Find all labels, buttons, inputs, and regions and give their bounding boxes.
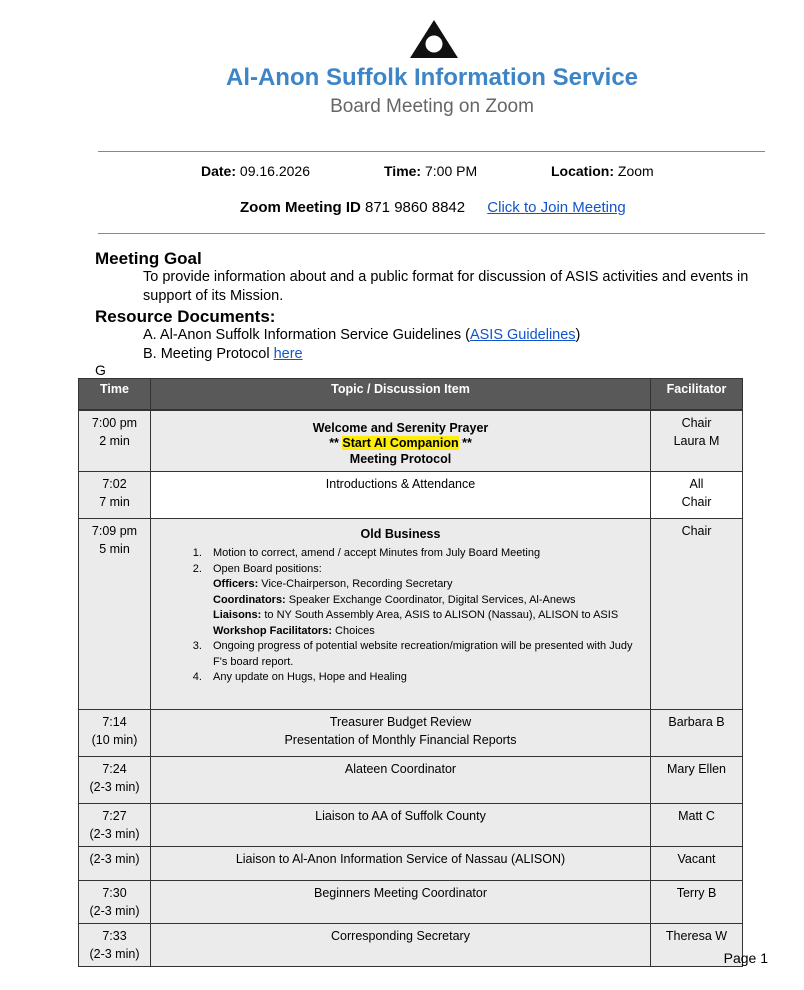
stray-character: G: [95, 362, 106, 378]
location-field: Location: Zoom: [551, 163, 654, 179]
meeting-goal-heading: Meeting Goal: [95, 249, 202, 268]
table-row: 7:24 (2-3 min) Alateen Coordinator Mary Ellen: [79, 757, 743, 804]
column-header-facilitator: Facilitator: [651, 379, 743, 410]
meeting-goal-text: To provide information about and a public format for discussion of ASIS activities and events in support of its Mission.: [143, 269, 749, 304]
column-header-time: Time: [79, 379, 151, 410]
table-row: 7:27 (2-3 min) Liaison to AA of Suffolk County Matt C: [79, 804, 743, 847]
column-header-topic: Topic / Discussion Item: [151, 379, 651, 410]
zoom-id: 871 9860 8842: [365, 199, 466, 216]
date-field: Date: 09.16.2026: [201, 163, 310, 179]
table-row: 7:14 (10 min) Treasurer Budget Review Presentation of Monthly Financial Reports Barbara B: [79, 710, 743, 757]
zoom-label: Zoom Meeting ID: [240, 199, 361, 216]
list-item: 2. Open Board positions: Officers: Vice-Chairperson, Recording Secretary Coordinators: Speaker Exchange Coordinator, Digital Services, Al-Anews Liaisons: to NY South Assembly Area, ASIS to ALISON (Nassau), ALISON to ASIS Workshop Facilitators: Choices: [205, 562, 646, 640]
old-business-title: Old Business: [360, 527, 441, 541]
old-business-list: [205, 546, 646, 686]
time-field: Time: 7:00 PM: [384, 163, 478, 179]
asis-guidelines-link[interactable]: ASIS Guidelines: [469, 327, 576, 343]
divider: [98, 151, 765, 152]
table-header-row: [79, 379, 743, 410]
document-title: Al-Anon Suffolk Information Service: [225, 64, 639, 91]
list-item: 3. Ongoing progress of potential website recreation/migration will be presented with Judy F's board report.: [205, 639, 646, 670]
agenda-table: [78, 378, 743, 967]
zoom-info: [240, 199, 626, 216]
list-item: 4. Any update on Hugs, Hope and Healing: [205, 670, 646, 686]
divider: [98, 233, 765, 234]
table-row: 7:00 pm 2 min Welcome and Serenity Prayer ** Start AI Companion ** Meeting Protocol Chair Laura M: [79, 410, 743, 472]
resource-item-b: B. Meeting Protocol here: [143, 346, 303, 362]
table-row: 7:09 pm 5 min Old Business 1. Motion to correct, amend / accept Minutes from July Board Meeting 2. Open Board positions: Officers: Vice-Chairperson, Recording Secretary Coordinators: Speaker Exchange Coordinator, Digital Services, Al-Anews Liaisons: to NY South Assembly Area, ASIS to ALISON (Nassau), ALISON to ASIS Workshop Facilitators: Choices 3. Ongoing progress of potential website recreation/migration will be presented with Judy F's board report. 4. Any update on Hugs, Hope and Healing Chair: [79, 519, 743, 710]
join-meeting-link[interactable]: Click to Join Meeting: [487, 199, 626, 216]
resource-documents-heading: Resource Documents:: [95, 307, 276, 326]
table-row: (2-3 min) Liaison to Al-Anon Information Service of Nassau (ALISON) Vacant: [79, 847, 743, 881]
meeting-protocol-link[interactable]: here: [273, 346, 303, 362]
highlighted-text: Start AI Companion: [342, 436, 459, 450]
table-row: 7:33 (2-3 min) Corresponding Secretary Theresa W: [79, 924, 743, 967]
document-subtitle: Board Meeting on Zoom: [330, 96, 534, 117]
list-item: 1. Motion to correct, amend / accept Minutes from July Board Meeting: [205, 546, 646, 562]
table-row: 7:02 7 min Introductions & Attendance All Chair: [79, 472, 743, 519]
triangle-circle-logo: [408, 18, 460, 60]
page-number: Page 1: [723, 950, 768, 966]
table-row: 7:30 (2-3 min) Beginners Meeting Coordinator Terry B: [79, 881, 743, 924]
resource-item-a: A. Al-Anon Suffolk Information Service Guidelines (ASIS Guidelines): [143, 327, 581, 343]
